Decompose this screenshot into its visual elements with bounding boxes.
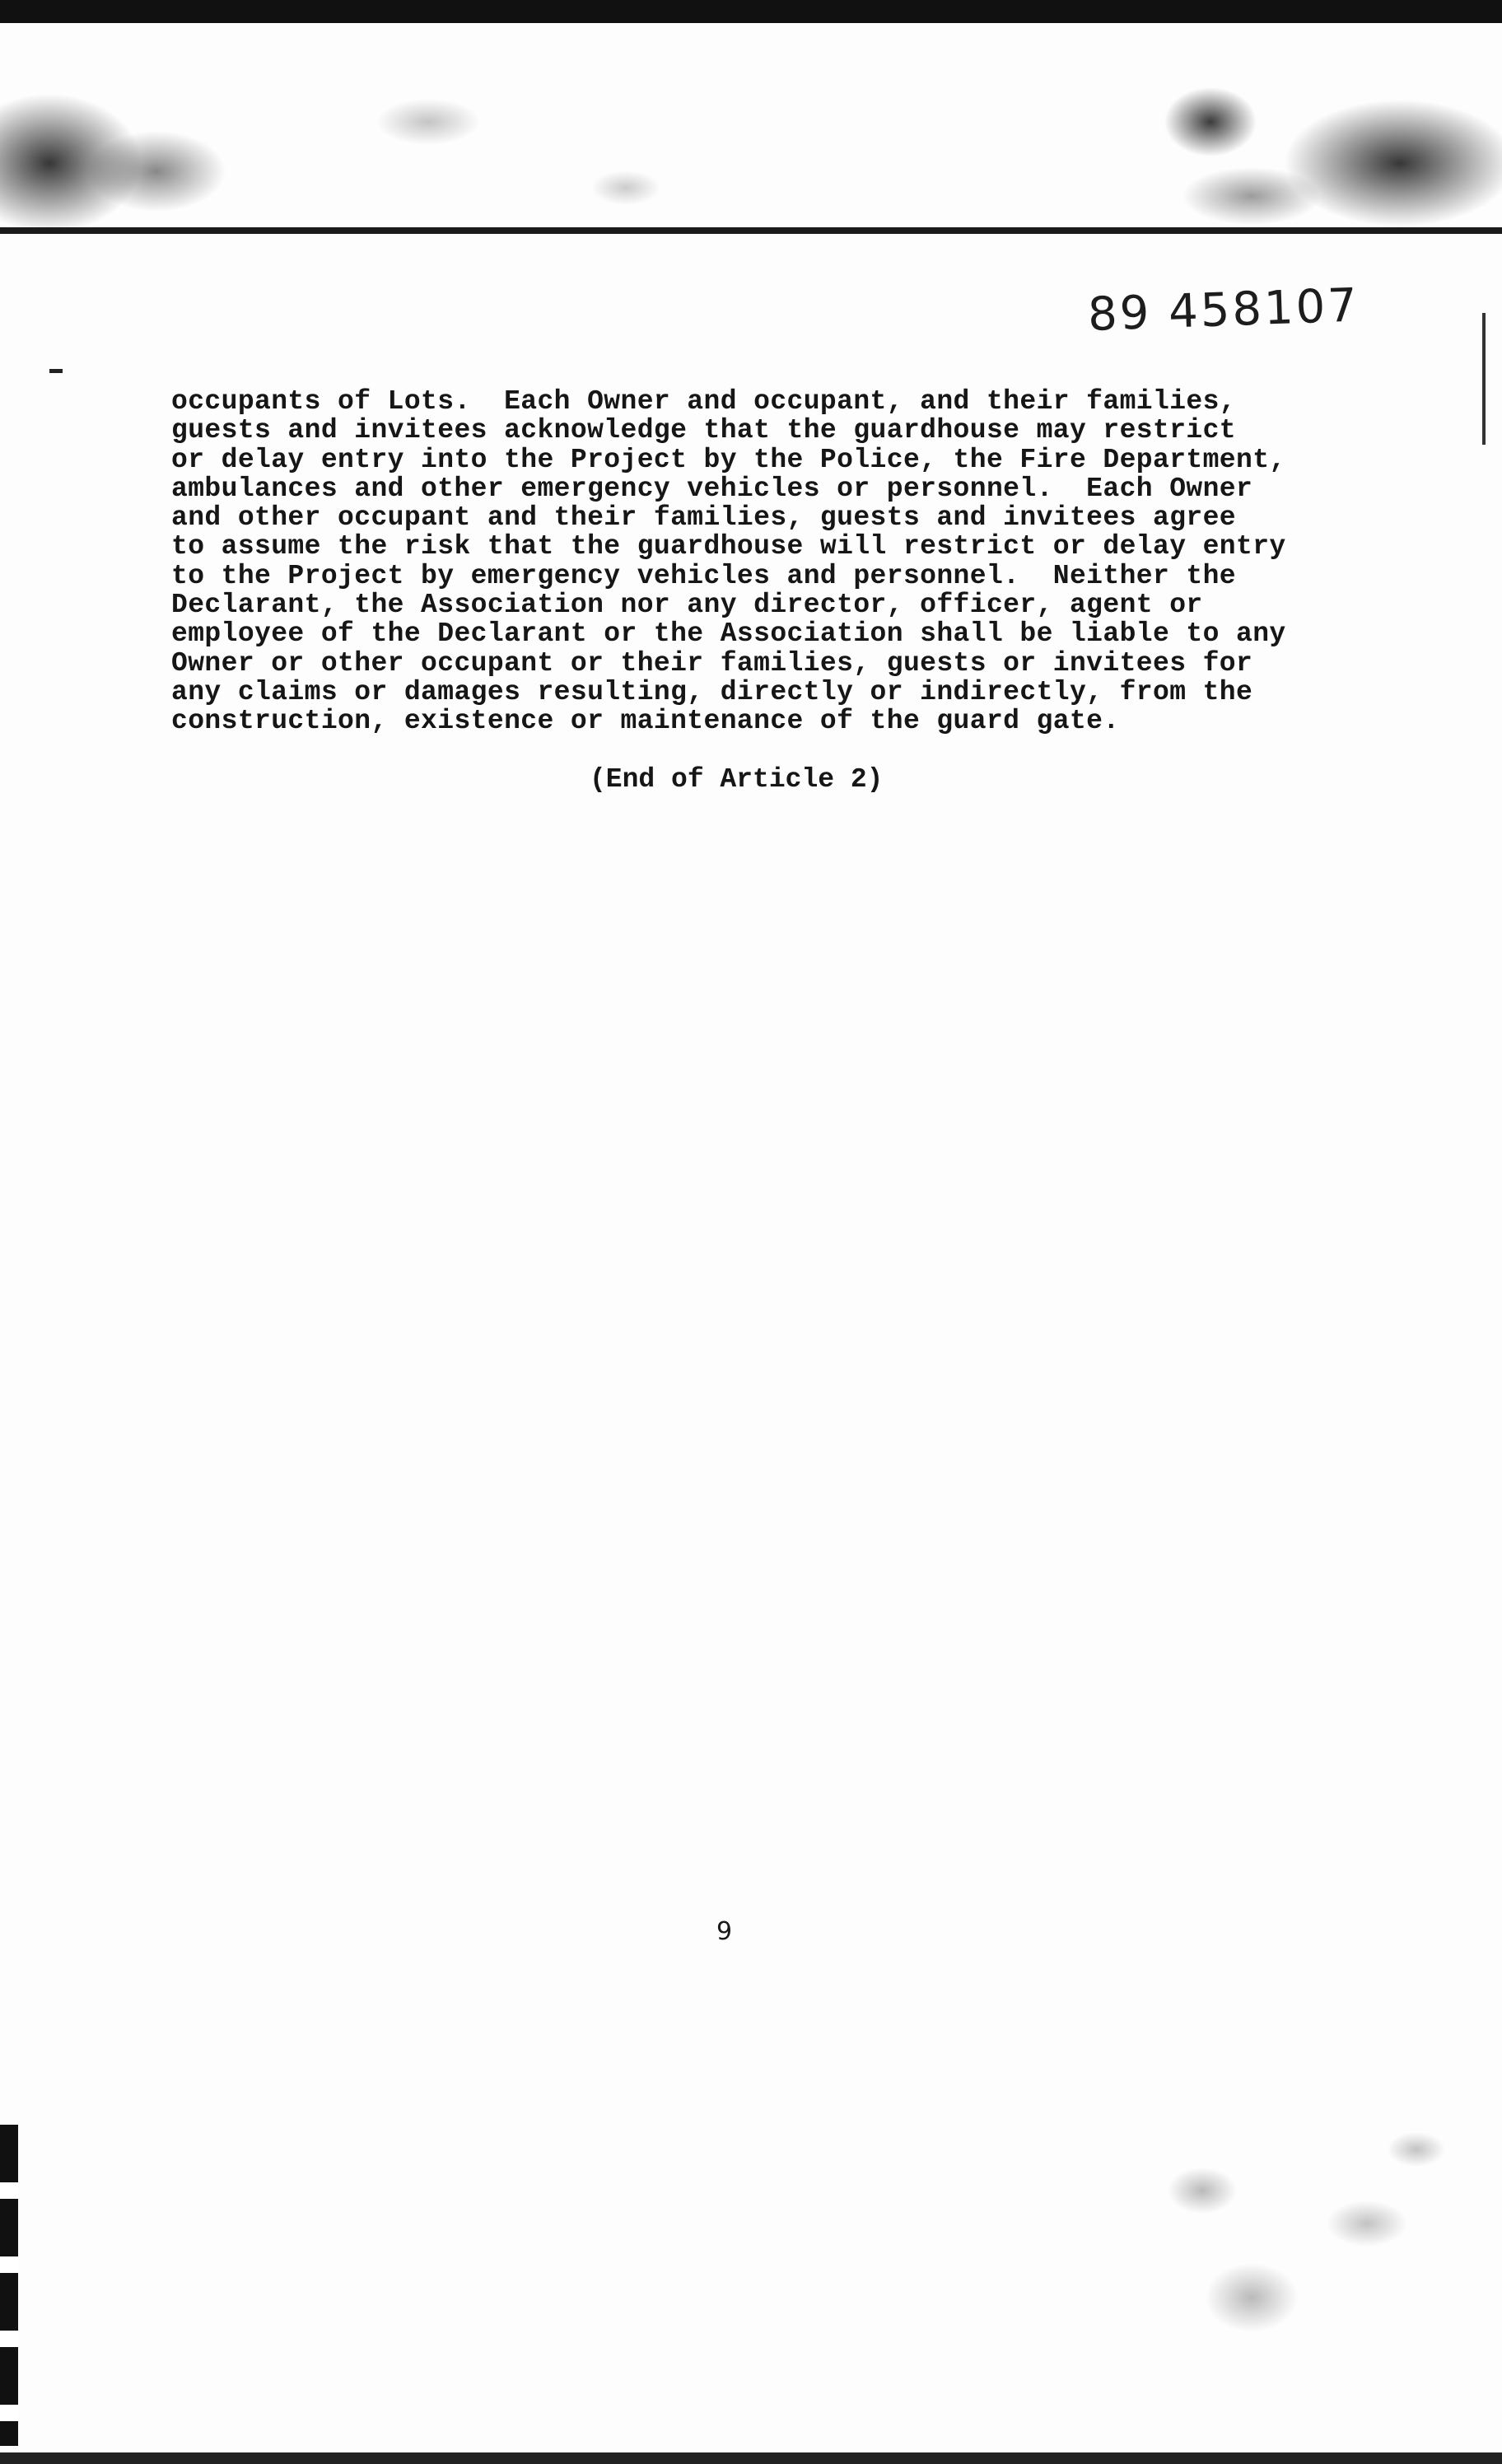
scan-noise-top bbox=[0, 23, 1502, 229]
body-paragraph bbox=[171, 387, 1324, 736]
scan-left-edge bbox=[0, 2125, 18, 2446]
body-line: ambulances and other emergency vehicles or personnel. Each Owner bbox=[171, 473, 1253, 504]
body-line: or delay entry into the Project by the Police, the Fire Department, bbox=[171, 444, 1286, 475]
end-of-article-note: (End of Article 2) bbox=[590, 764, 884, 795]
body-line: to assume the risk that the guardhouse will restrict or delay entry bbox=[171, 531, 1286, 562]
body-line: guests and invitees acknowledge that the guardhouse may restrict bbox=[171, 415, 1237, 446]
body-line: construction, existence or maintenance of the guard gate. bbox=[171, 706, 1120, 737]
body-line: any claims or damages resulting, directly or indirectly, from the bbox=[171, 676, 1253, 707]
body-line: Owner or other occupant or their families, guests or invitees for bbox=[171, 647, 1253, 679]
body-line: and other occupant and their families, guests and invitees agree bbox=[171, 502, 1237, 534]
scan-right-edge-mark bbox=[1482, 313, 1486, 445]
scan-noise-bottom bbox=[1071, 2116, 1482, 2429]
page-number: 9 bbox=[716, 1917, 733, 1946]
body-line: to the Project by emergency vehicles and personnel. Neither the bbox=[171, 560, 1237, 591]
scan-bottom-border bbox=[0, 2452, 1502, 2464]
scan-top-border bbox=[0, 0, 1502, 23]
body-line: occupants of Lots. Each Owner and occupant, and their families, bbox=[171, 386, 1237, 417]
margin-mark bbox=[49, 369, 63, 373]
body-line: employee of the Declarant or the Association shall be liable to any bbox=[171, 618, 1286, 650]
body-line: Declarant, the Association nor any director, officer, agent or bbox=[171, 590, 1203, 621]
scan-top-rule bbox=[0, 227, 1502, 234]
document-number: 89 458107 bbox=[1087, 278, 1360, 342]
